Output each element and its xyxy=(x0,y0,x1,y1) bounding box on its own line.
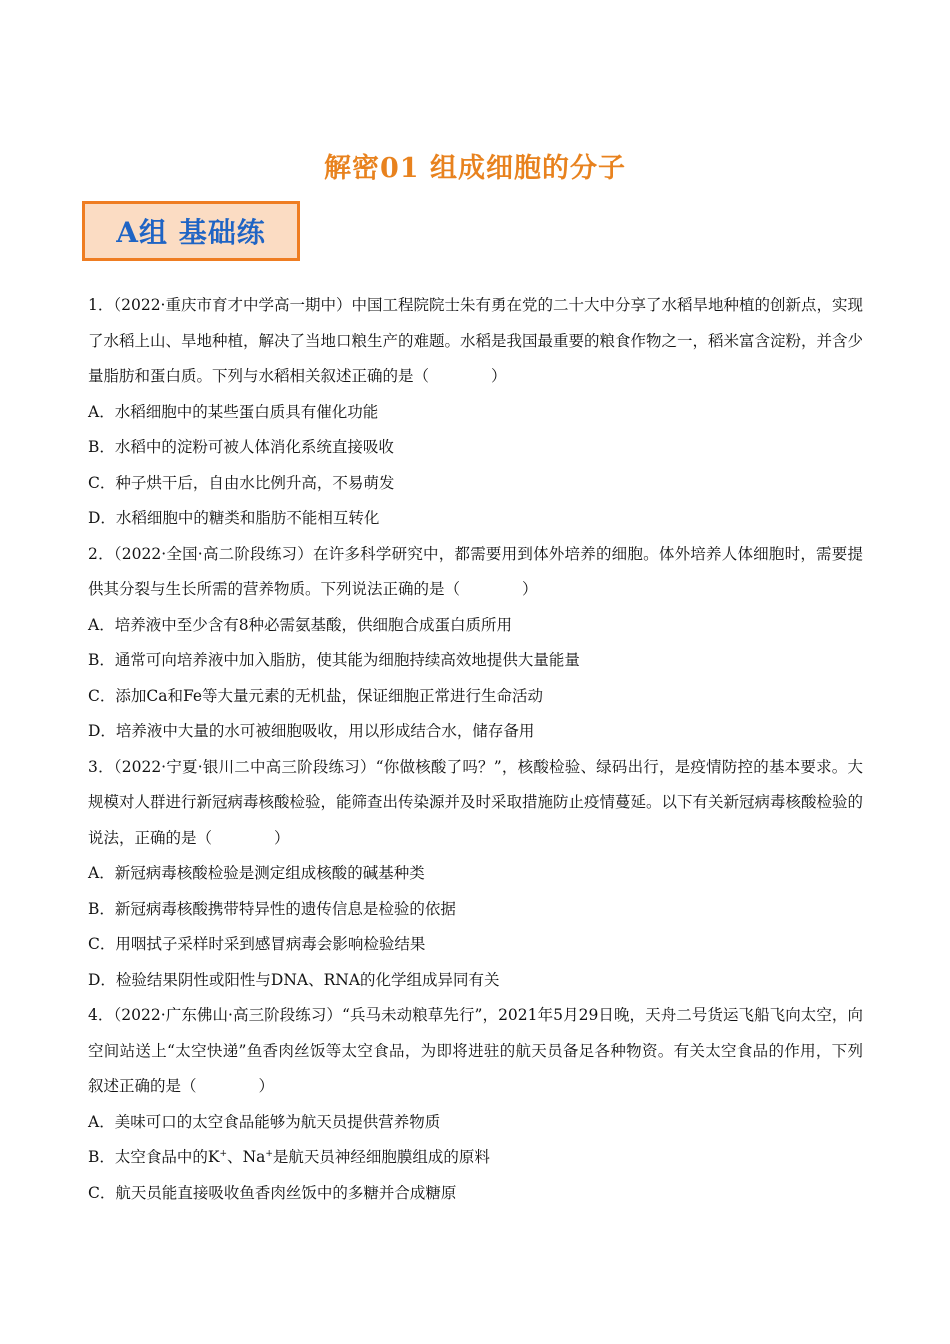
question-1 xyxy=(88,288,863,537)
question-2 xyxy=(88,537,863,750)
question-option: A．水稻细胞中的某些蛋白质具有催化功能 xyxy=(88,402,379,421)
question-stem: 4．（2022·广东佛山·高三阶段练习）“兵马未动粮草先行”，2021年5月29日晚，天舟二号货运飞船飞向太空，向空间站送上“太空快递”鱼香肉丝饭等太空食品，为即将进驻的航天员备足各种物资。有关太空食品的作用，下列叙述正确的是（ ） xyxy=(88,1006,863,1095)
question-option: A．新冠病毒核酸检验是测定组成核酸的碱基种类 xyxy=(88,864,425,882)
question-option: B．太空食品中的K+、Na+是航天员神经细胞膜组成的原料 xyxy=(88,1148,490,1166)
question-option: C．用咽拭子采样时采到感冒病毒会影响检验结果 xyxy=(88,935,426,953)
question-stem: 3．（2022·宁夏·银川二中高三阶段练习）“你做核酸了吗？”，核酸检验、绿码出行，是疫情防控的基本要求。大规模对人群进行新冠病毒核酸检验，能筛查出传染源并及时采取措施防止疫情蔓延。以下有关新冠病毒核酸检验的说法，正确的是（ ） xyxy=(88,757,864,847)
question-option: C．添加Ca和Fe等大量元素的无机盐，保证细胞正常进行生命活动 xyxy=(88,686,544,705)
question-4 xyxy=(88,998,863,1211)
question-option: A．培养液中至少含有8种必需氨基酸，供细胞合成蛋白质所用 xyxy=(88,615,513,634)
question-option: C．航天员能直接吸收鱼香肉丝饭中的多糖并合成糖原 xyxy=(88,1183,457,1202)
group-heading-box xyxy=(82,201,300,261)
question-option: C．种子烘干后，自由水比例升高，不易萌发 xyxy=(88,473,395,492)
question-list xyxy=(88,288,863,1211)
question-stem: 2．（2022·全国·高二阶段练习）在许多科学研究中，都需要用到体外培养的细胞。体外培养人体细胞时，需要提供其分裂与生长所需的营养物质。下列说法正确的是（ ） xyxy=(88,544,863,598)
question-option: B．新冠病毒核酸携带特异性的遗传信息是检验的依据 xyxy=(88,899,456,918)
question-option: D．培养液中大量的水可被细胞吸收，用以形成结合水，储存备用 xyxy=(88,722,535,740)
group-heading-label: A组 基础练 xyxy=(116,216,266,249)
question-stem: 1．（2022·重庆市育才中学高一期中）中国工程院院士朱有勇在党的二十大中分享了水稻旱地种植的创新点，实现了水稻上山、旱地种植，解决了当地口粮生产的难题。水稻是我国最重要的粮食作物之一，稻米富含淀粉，并含少量脂肪和蛋白质。下列与水稻相关叙述正确的是（ ） xyxy=(88,296,864,385)
question-option: D．水稻细胞中的糖类和脂肪不能相互转化 xyxy=(88,509,380,527)
question-option: D．检验结果阴性或阳性与DNA、RNA的化学组成异同有关 xyxy=(88,970,500,989)
question-option: B．水稻中的淀粉可被人体消化系统直接吸收 xyxy=(88,438,394,456)
question-option: A．美味可口的太空食品能够为航天员提供营养物质 xyxy=(88,1112,441,1131)
question-option: B．通常可向培养液中加入脂肪，使其能为细胞持续高效地提供大量能量 xyxy=(88,651,580,669)
page-title: 解密01 组成细胞的分子 xyxy=(324,153,626,184)
question-3 xyxy=(88,750,863,999)
